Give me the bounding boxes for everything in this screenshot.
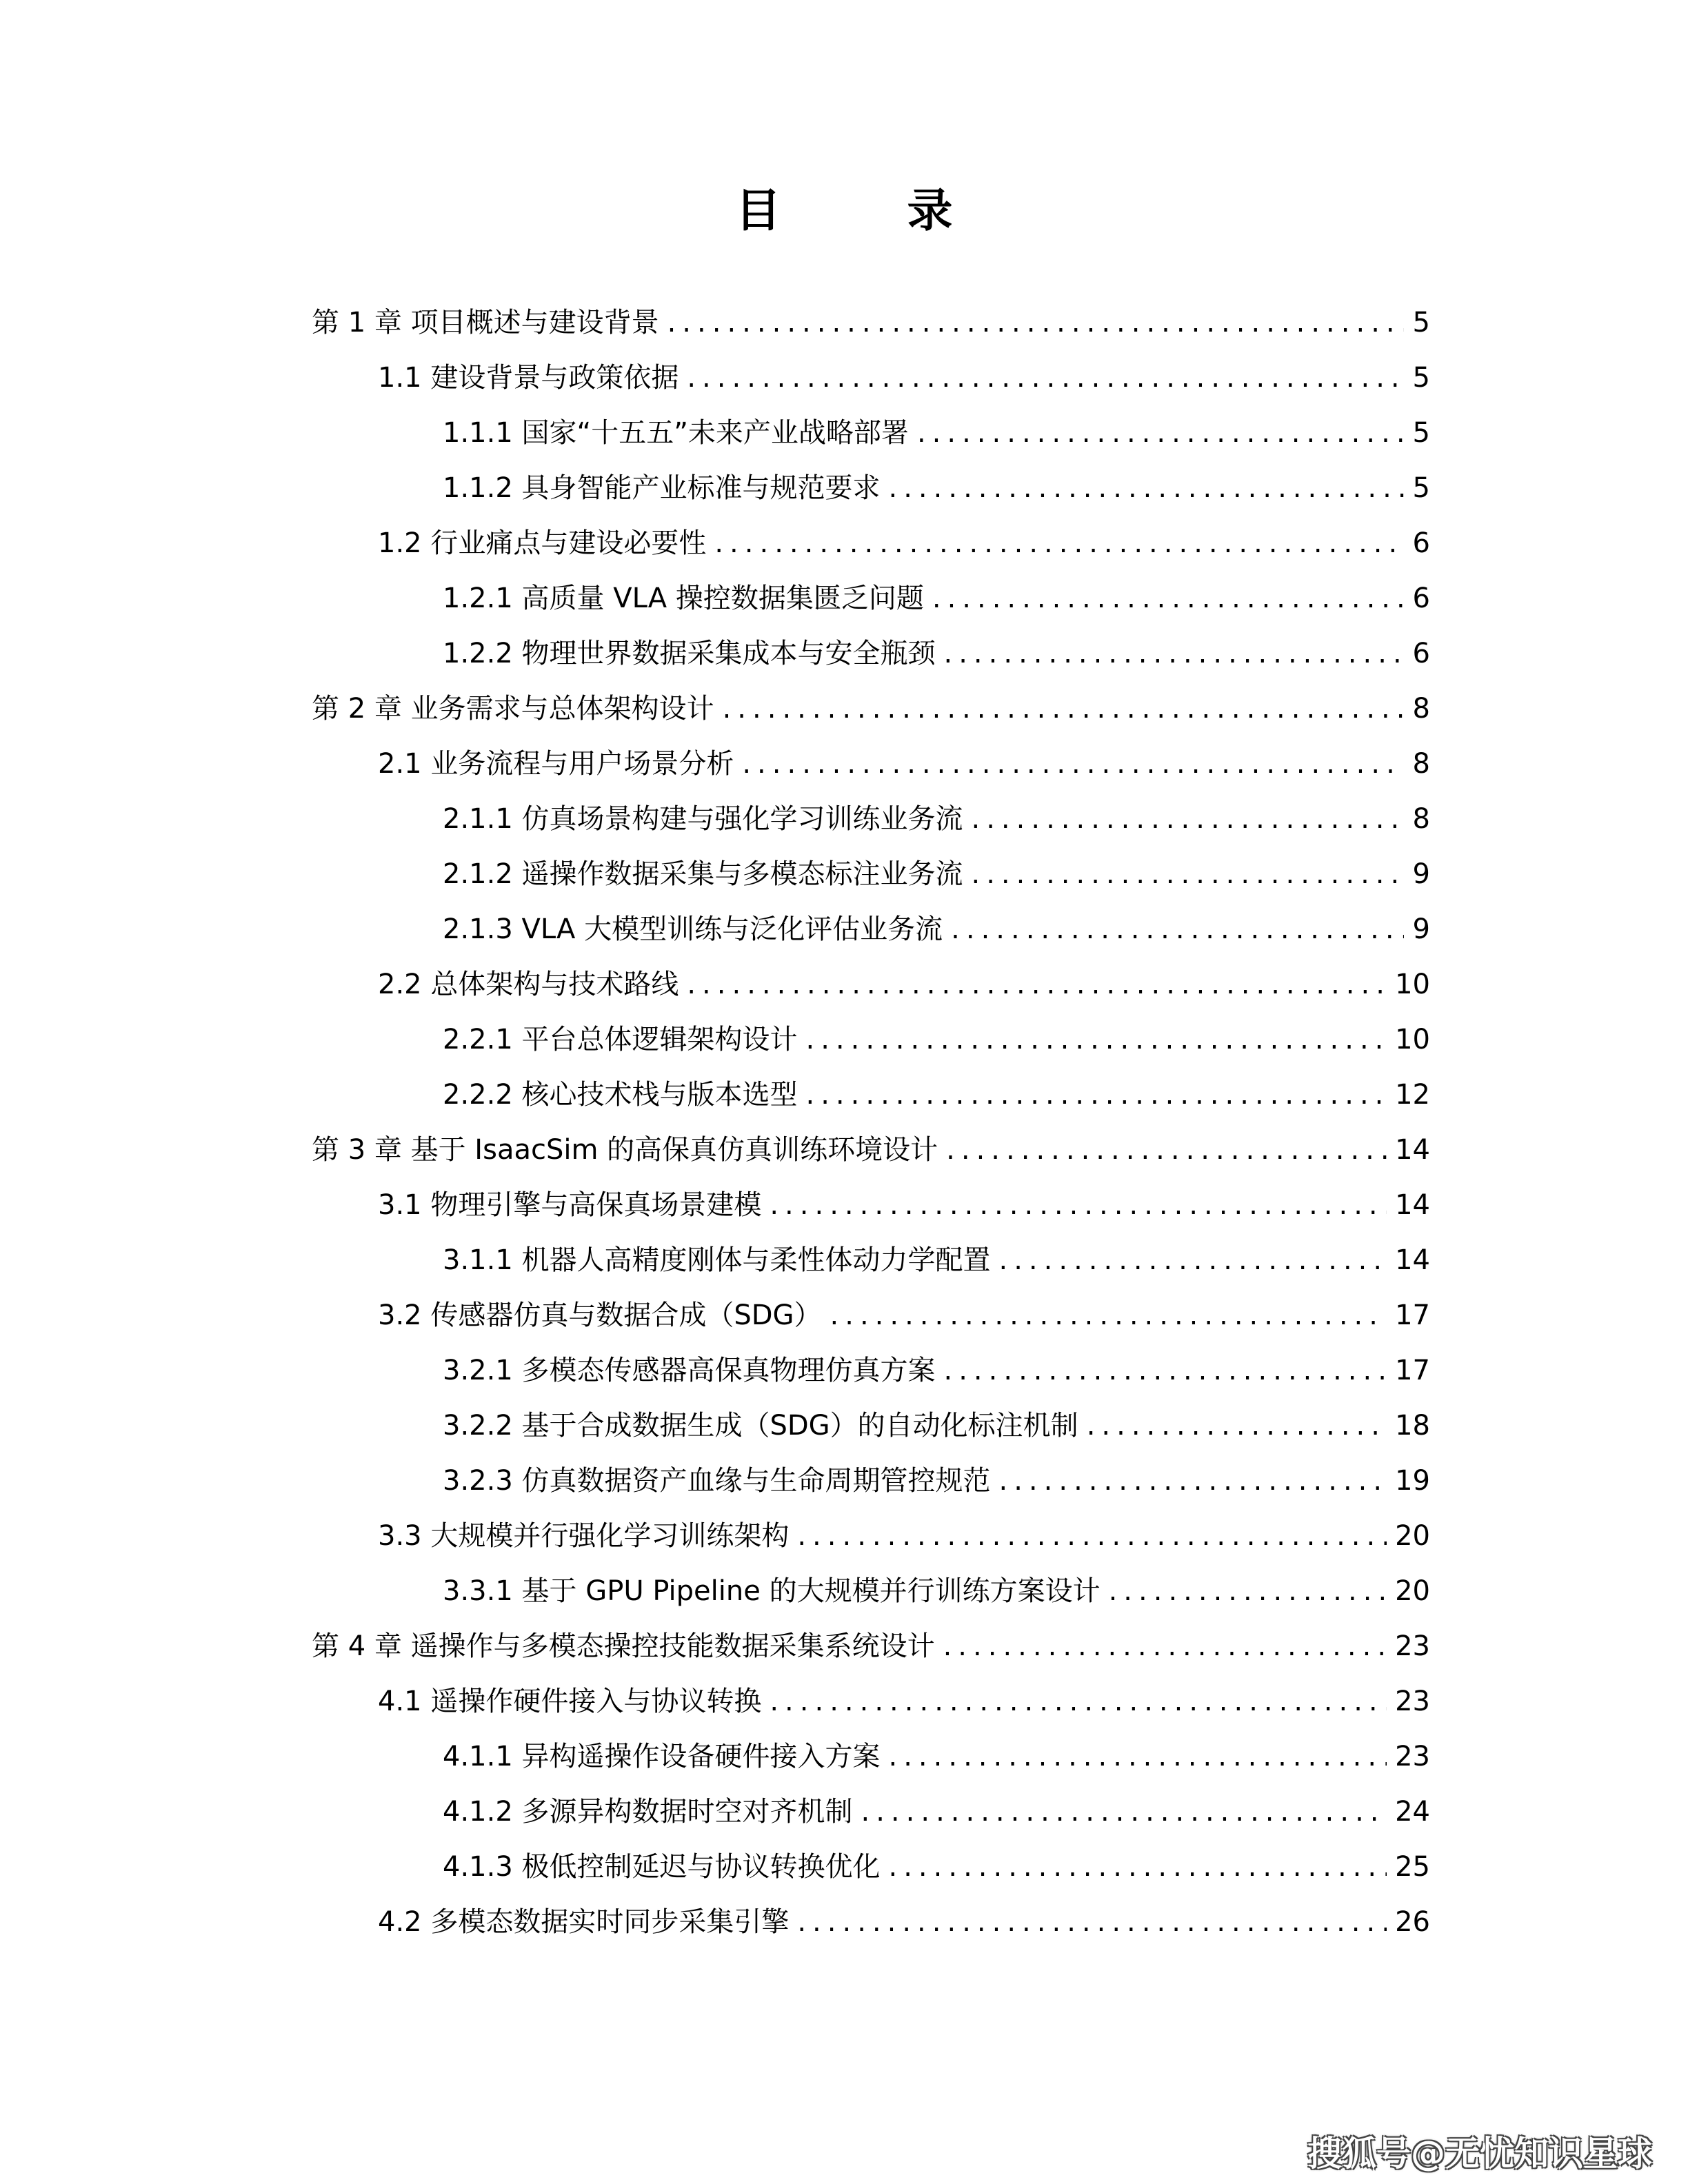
toc-page-number: 6	[1412, 638, 1430, 669]
toc-entry-title: 第 2 章 业务需求与总体架构设计	[312, 693, 714, 725]
toc-leader-dots	[797, 1894, 1387, 1950]
toc-page-number: 24	[1395, 1796, 1430, 1828]
toc-leader-dots	[687, 350, 1404, 405]
toc-page-number: 20	[1395, 1575, 1430, 1607]
toc-entry-title: 2.1.1 仿真场景构建与强化学习训练业务流	[443, 803, 963, 835]
toc-entry-title: 3.2 传感器仿真与数据合成（SDG）	[378, 1300, 822, 1331]
toc-entry-title: 2.1 业务流程与用户场景分析	[378, 748, 734, 780]
toc-leader-dots	[770, 1674, 1387, 1729]
toc-section-entry[interactable]	[312, 1177, 1430, 1233]
toc-entry-title: 2.2.2 核心技术栈与版本选型	[443, 1079, 798, 1111]
toc-page-number: 19	[1395, 1465, 1430, 1497]
toc-leader-dots	[806, 1067, 1387, 1122]
toc-page-number: 8	[1412, 748, 1430, 780]
toc-subsection-entry[interactable]	[312, 405, 1430, 461]
toc-page-number: 23	[1395, 1630, 1430, 1662]
toc-page-number: 14	[1395, 1244, 1430, 1276]
toc-subsection-entry[interactable]	[312, 1343, 1430, 1398]
toc-leader-dots	[951, 902, 1404, 957]
toc-leader-dots	[687, 957, 1387, 1012]
toc-page-number: 6	[1412, 527, 1430, 559]
toc-leader-dots	[830, 1288, 1387, 1343]
toc-section-entry[interactable]	[312, 1894, 1430, 1950]
toc-section-entry[interactable]	[312, 350, 1430, 405]
toc-page-number: 8	[1412, 693, 1430, 725]
toc-leader-dots	[944, 626, 1405, 681]
toc-page-number: 6	[1412, 583, 1430, 614]
toc-entry-title: 第 4 章 遥操作与多模态操控技能数据采集系统设计	[312, 1630, 935, 1662]
toc-page-number: 25	[1395, 1851, 1430, 1883]
toc-entry-title: 3.3 大规模并行强化学习训练架构	[378, 1520, 790, 1552]
toc-page-number: 5	[1412, 307, 1430, 338]
toc-entry-title: 3.1.1 机器人高精度刚体与柔性体动力学配置	[443, 1244, 991, 1276]
toc-page-number: 14	[1395, 1189, 1430, 1221]
toc-subsection-entry[interactable]	[312, 1012, 1430, 1067]
toc-page-number: 18	[1395, 1410, 1430, 1442]
watermark: 搜狐号@无忧知识星球	[1307, 2134, 1652, 2174]
toc-chapter-entry[interactable]	[312, 295, 1430, 350]
toc-page-number: 17	[1395, 1355, 1430, 1386]
toc-chapter-entry[interactable]	[312, 1619, 1430, 1674]
toc-entry-title: 1.2 行业痛点与建设必要性	[378, 527, 707, 559]
toc-entry-title: 1.2.1 高质量 VLA 操控数据集匮乏问题	[443, 583, 924, 614]
toc-entry-title: 第 3 章 基于 IsaacSim 的高保真仿真训练环境设计	[312, 1134, 938, 1166]
toc-entry-title: 2.1.3 VLA 大模型训练与泛化评估业务流	[443, 913, 943, 945]
table-of-contents	[312, 295, 1430, 1950]
toc-subsection-entry[interactable]	[312, 1564, 1430, 1619]
toc-entry-title: 3.2.1 多模态传感器高保真物理仿真方案	[443, 1355, 936, 1386]
toc-entry-title: 1.1 建设背景与政策依据	[378, 362, 679, 394]
toc-section-entry[interactable]	[312, 1288, 1430, 1343]
toc-page-number: 12	[1395, 1079, 1430, 1111]
toc-subsection-entry[interactable]	[312, 1839, 1430, 1894]
toc-chapter-entry[interactable]	[312, 681, 1430, 736]
toc-leader-dots	[723, 681, 1404, 736]
toc-leader-dots	[1087, 1398, 1387, 1453]
toc-page-number: 5	[1412, 417, 1430, 449]
toc-entry-title: 第 1 章 项目概述与建设背景	[312, 307, 659, 338]
toc-entry-title: 1.1.1 国家“十五五”未来产业战略部署	[443, 417, 909, 449]
toc-page-number: 17	[1395, 1300, 1430, 1331]
toc-entry-title: 1.1.2 具身智能产业标准与规范要求	[443, 472, 881, 504]
toc-leader-dots	[889, 1729, 1387, 1784]
toc-leader-dots	[806, 1012, 1387, 1067]
toc-subsection-entry[interactable]	[312, 791, 1430, 847]
toc-chapter-entry[interactable]	[312, 1122, 1430, 1177]
toc-page-number: 5	[1412, 472, 1430, 504]
toc-leader-dots	[946, 1122, 1387, 1177]
toc-section-entry[interactable]	[312, 516, 1430, 571]
toc-entry-title: 4.1.3 极低控制延迟与协议转换优化	[443, 1851, 881, 1883]
toc-page-number: 9	[1412, 913, 1430, 945]
toc-subsection-entry[interactable]	[312, 571, 1430, 626]
toc-subsection-entry[interactable]	[312, 1067, 1430, 1122]
toc-entry-title: 3.3.1 基于 GPU Pipeline 的大规模并行训练方案设计	[443, 1575, 1101, 1607]
toc-subsection-entry[interactable]	[312, 1453, 1430, 1508]
toc-entry-title: 3.2.3 仿真数据资产血缘与生命周期管控规范	[443, 1465, 991, 1497]
toc-leader-dots	[944, 1343, 1387, 1398]
toc-page-number: 14	[1395, 1134, 1430, 1166]
toc-leader-dots	[742, 736, 1404, 791]
toc-subsection-entry[interactable]	[312, 1784, 1430, 1839]
toc-entry-title: 4.1.2 多源异构数据时空对齐机制	[443, 1796, 853, 1828]
toc-section-entry[interactable]	[312, 957, 1430, 1012]
toc-leader-dots	[797, 1508, 1387, 1564]
toc-section-entry[interactable]	[312, 1508, 1430, 1564]
toc-page-number: 10	[1395, 969, 1430, 1000]
toc-entry-title: 2.2.1 平台总体逻辑架构设计	[443, 1024, 798, 1055]
toc-subsection-entry[interactable]	[312, 1729, 1430, 1784]
toc-entry-title: 4.2 多模态数据实时同步采集引擎	[378, 1906, 790, 1938]
toc-leader-dots	[999, 1453, 1387, 1508]
toc-leader-dots	[889, 461, 1405, 516]
toc-leader-dots	[932, 571, 1404, 626]
toc-page-number: 23	[1395, 1741, 1430, 1772]
toc-page-number: 26	[1395, 1906, 1430, 1938]
toc-entry-title: 3.2.2 基于合成数据生成（SDG）的自动化标注机制	[443, 1410, 1078, 1442]
toc-entry-title: 4.1 遥操作硬件接入与协议转换	[378, 1686, 762, 1717]
toc-leader-dots	[770, 1177, 1387, 1233]
toc-leader-dots	[999, 1233, 1387, 1288]
toc-leader-dots	[861, 1784, 1387, 1839]
toc-leader-dots	[1109, 1564, 1387, 1619]
toc-subsection-entry[interactable]	[312, 461, 1430, 516]
toc-leader-dots	[972, 791, 1405, 847]
toc-page-number: 8	[1412, 803, 1430, 835]
toc-subsection-entry[interactable]	[312, 1398, 1430, 1453]
toc-subsection-entry[interactable]	[312, 1233, 1430, 1288]
toc-entry-title: 4.1.1 异构遥操作设备硬件接入方案	[443, 1741, 881, 1772]
toc-entry-title: 1.2.2 物理世界数据采集成本与安全瓶颈	[443, 638, 936, 669]
toc-entry-title: 2.2 总体架构与技术路线	[378, 969, 679, 1000]
toc-leader-dots	[917, 405, 1404, 461]
toc-leader-dots	[972, 847, 1405, 902]
toc-leader-dots	[889, 1839, 1387, 1894]
toc-page-number: 23	[1395, 1686, 1430, 1717]
toc-leader-dots	[667, 295, 1404, 350]
toc-page-number: 20	[1395, 1520, 1430, 1552]
toc-leader-dots	[943, 1619, 1387, 1674]
toc-section-entry[interactable]	[312, 736, 1430, 791]
toc-subsection-entry[interactable]	[312, 847, 1430, 902]
toc-entry-title: 2.1.2 遥操作数据采集与多模态标注业务流	[443, 858, 963, 890]
toc-leader-dots	[714, 516, 1404, 571]
toc-subsection-entry[interactable]	[312, 626, 1430, 681]
toc-page-number: 5	[1412, 362, 1430, 394]
page-title: 目 录	[735, 184, 1008, 237]
toc-subsection-entry[interactable]	[312, 902, 1430, 957]
toc-section-entry[interactable]	[312, 1674, 1430, 1729]
toc-entry-title: 3.1 物理引擎与高保真场景建模	[378, 1189, 762, 1221]
toc-page-number: 10	[1395, 1024, 1430, 1055]
toc-page-number: 9	[1412, 858, 1430, 890]
